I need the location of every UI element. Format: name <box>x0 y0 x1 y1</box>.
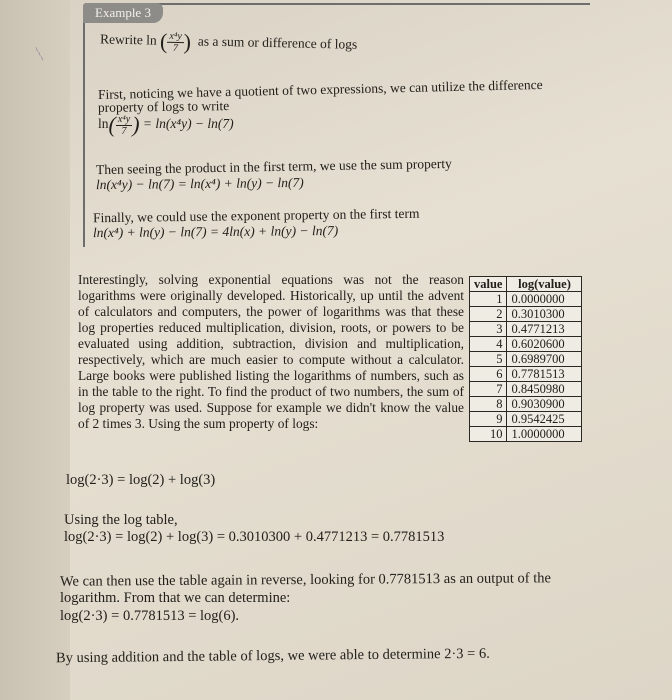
step1-math: ln( $\frac{\text{x⁴y}}{7}$ ) = ln(x⁴y) − ln(7) <box>98 112 234 137</box>
using-table-text: Using the log table, <box>64 512 178 528</box>
cell-value: 5 <box>470 352 507 367</box>
cell-value: 2 <box>470 307 507 322</box>
reverse-text2: logarithm. From that we can determine: <box>60 590 291 606</box>
cell-log: 0.0000000 <box>507 292 582 307</box>
table-row <box>470 382 582 397</box>
cell-value: 3 <box>470 322 507 337</box>
cell-log: 1.0000000 <box>507 427 582 442</box>
header-value: value <box>470 277 507 292</box>
table-row <box>470 397 582 412</box>
cell-value: 7 <box>470 382 507 397</box>
step3-text: Finally, we could use the exponent property on the first term <box>92 205 420 226</box>
cell-value: 1 <box>470 292 507 307</box>
step2-text: Then seeing the product in the first term, we use the sum property <box>95 155 452 178</box>
cell-log: 0.9542425 <box>507 412 582 427</box>
table-row <box>470 352 582 367</box>
log-table-header <box>470 277 582 292</box>
example-title: Example 3 <box>83 3 163 23</box>
cell-log: 0.7781513 <box>507 367 582 382</box>
table-equation: log(2·3) = log(2) + log(3) = 0.3010300 + 0.4771213 = 0.7781513 <box>64 529 445 545</box>
step1-text: First, noticing we have a quotient of two expressions, we can utilize the difference <box>97 76 543 103</box>
step3-math: ln(x⁴) + ln(y) − ln(7) = 4ln(x) + ln(y) − ln(7) <box>92 222 339 241</box>
cell-log: 0.4771213 <box>507 322 582 337</box>
step1-text2: property of logs to write <box>97 98 230 115</box>
table-row <box>470 427 582 442</box>
sum-equation: log(2·3) = log(2) + log(3) <box>66 472 216 488</box>
prompt-suffix: as a sum or difference of logs <box>197 33 358 52</box>
cell-log: 0.8450980 <box>507 382 582 397</box>
table-row <box>470 367 582 382</box>
cell-log: 0.6020600 <box>507 337 582 352</box>
log-table <box>469 276 582 442</box>
prompt-prefix: Rewrite ln <box>99 31 157 48</box>
cell-log: 0.6989700 <box>507 352 582 367</box>
step2-math: ln(x⁴y) − ln(7) = ln(x⁴) + ln(y) − ln(7) <box>95 174 304 193</box>
table-row <box>470 412 582 427</box>
table-row <box>470 322 582 337</box>
cell-value: 6 <box>470 367 507 382</box>
header-log: log(value) <box>507 277 582 292</box>
table-row <box>470 307 582 322</box>
prompt-fraction: $\frac{\text{x⁴y}}{7}$ <box>167 30 184 53</box>
cell-value: 8 <box>470 397 507 412</box>
conclusion-text: By using addition and the table of logs, we were able to determine 2·3 = 6. <box>55 645 490 667</box>
margin-scribble-icon: ~~~ <box>31 44 48 64</box>
cell-log: 0.9030900 <box>507 397 582 412</box>
cell-value: 10 <box>470 427 507 442</box>
reverse-text: We can then use the table again in reverse, looking for 0.7781513 as an output of the <box>59 570 551 590</box>
cell-value: 9 <box>470 412 507 427</box>
cell-value: 4 <box>470 337 507 352</box>
cell-log: 0.3010300 <box>507 307 582 322</box>
table-row <box>470 292 582 307</box>
example-prompt: Rewrite ln ( $\frac{\text{x⁴y}}{7}$ ) as a sum or difference of logs <box>99 28 358 55</box>
reverse-equation: log(2·3) = 0.7781513 = log(6). <box>60 608 240 624</box>
history-paragraph: Interestingly, solving exponential equations was not the reason logarithms were originally developed. Historically, up until the advent of calculators and computers, the power of logarithms was that these log properties reduced multiplication, division, roots, or powers to be evaluated using addition, subtraction, division and multiplication, respectively, which are much easier to compute without a calculator. Large books were published listing the logarithms of numbers, such as in the table to the right. To find the product of two numbers, the sum of log property was used. Suppose for example we didn't know the value of 2 times 3. Using the sum property of logs: <box>78 272 464 431</box>
table-row <box>470 337 582 352</box>
